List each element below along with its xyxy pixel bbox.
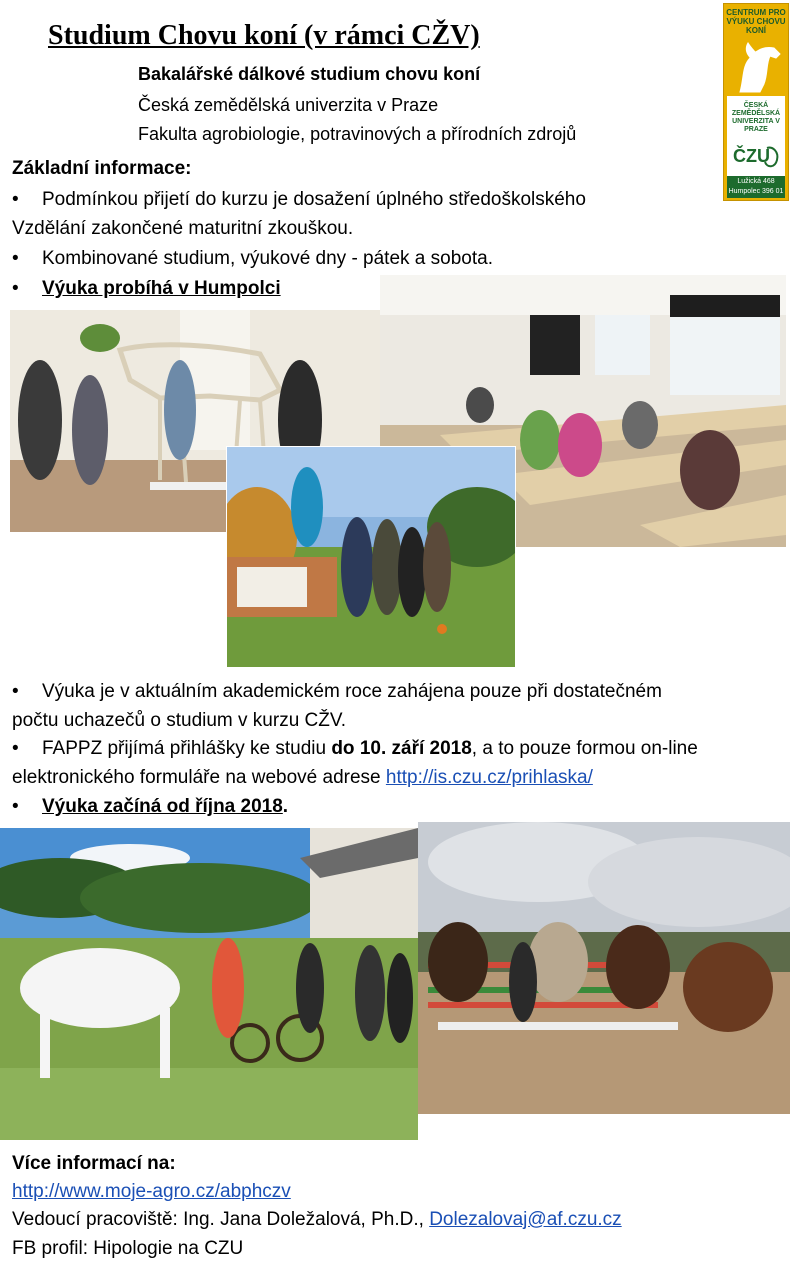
list-item: • Kombinované studium, výukové dny - pátek a sobota. xyxy=(12,248,493,269)
horse-head-icon xyxy=(730,38,784,94)
contact-email-link[interactable]: Dolezalovaj@af.czu.cz xyxy=(429,1209,622,1230)
application-link[interactable]: http://is.czu.cz/prihlaska/ xyxy=(385,767,593,788)
contact-line: Vedoucí pracoviště: Ing. Jana Doležalová, Ph.D., Dolezalovaj@af.czu.cz xyxy=(12,1209,622,1230)
czu-emblem-icon xyxy=(731,142,781,172)
czu-horse-center-logo xyxy=(723,3,789,201)
list-item: • Výuka je v aktuálním akademickém roce zahájena pouze při dostatečném xyxy=(12,681,662,702)
subtitle: Bakalářské dálkové studium chovu koní xyxy=(138,64,481,84)
list-item-continuation: Vzdělání zakončené maturitní zkouškou. xyxy=(12,218,354,239)
list-item-continuation: počtu uchazečů o studium v kurzu CŽV. xyxy=(12,710,347,731)
university-name: Česká zemědělská univerzita v Praze xyxy=(138,95,439,115)
list-item: • Výuka probíhá v Humpolci xyxy=(12,278,281,299)
photo-riding-arena xyxy=(418,822,790,1114)
photo-carriage-horse xyxy=(0,828,418,1140)
list-item: • Výuka začíná od října 2018. xyxy=(12,796,289,817)
fb-profile: FB profil: Hipologie na CZU xyxy=(12,1238,244,1259)
faculty-name: Fakulta agrobiologie, potravinových a přírodních zdrojů xyxy=(138,124,577,144)
list-item: • Podmínkou přijetí do kurzu je dosažení úplného středoškolského xyxy=(12,189,586,210)
czu-logo-text: ČESKÁ ZEMĚDĚLSKÁ UNIVERZITA V PRAZE xyxy=(731,102,781,133)
list-item: • FAPPZ přijímá přihlášky ke studiu do 10. září 2018, a to pouze formou on-line xyxy=(12,738,698,759)
photo-group-outdoor xyxy=(226,446,516,668)
more-info-link[interactable]: http://www.moje-agro.cz/abphczv xyxy=(12,1181,291,1202)
list-item-continuation: elektronického formuláře na webové adrese http://is.czu.cz/prihlaska/ xyxy=(12,767,593,788)
svg-text:ČZU: ČZU xyxy=(733,146,770,166)
logo-address: Lužická 468 Humpolec 396 01 xyxy=(727,176,785,198)
logo-top-text: CENTRUM PRO VÝUKU CHOVU KONÍ xyxy=(726,8,786,35)
more-info-heading: Více informací na: xyxy=(12,1153,176,1174)
czu-logo-panel xyxy=(727,96,785,198)
page-title: Studium Chovu koní (v rámci CŽV) xyxy=(48,20,480,51)
basic-info-heading: Základní informace: xyxy=(12,158,192,179)
